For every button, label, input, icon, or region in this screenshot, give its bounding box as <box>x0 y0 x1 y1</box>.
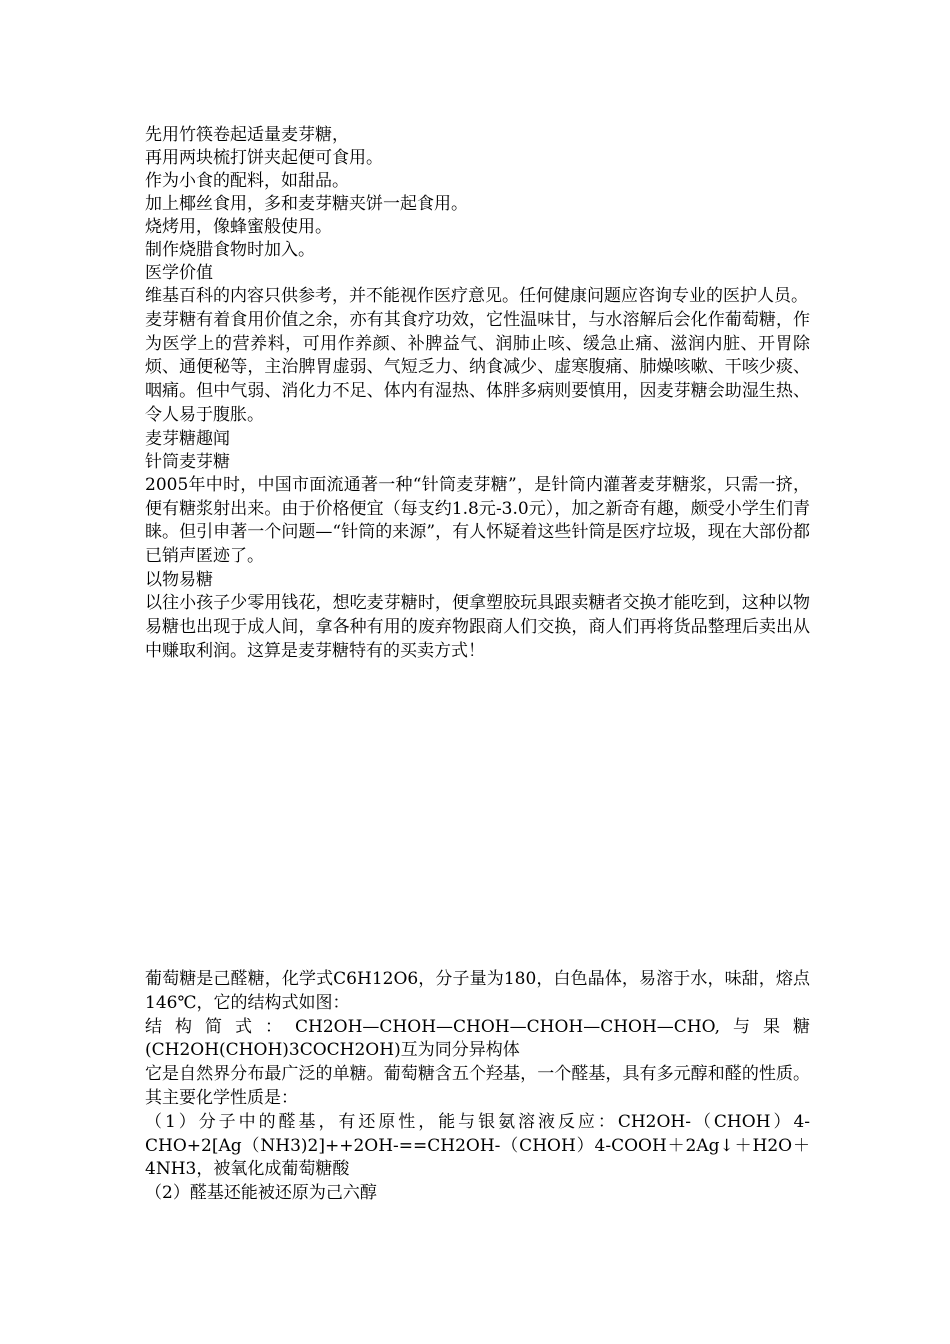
paragraph-syringe-maltose: 2005年中时，中国市面流通著一种“针筒麦芽糖”，是针筒内灌著麦芽糖浆，只需一挤，便有糖浆射出来。由于价格便宜（每支约1.8元-3.0元），加之新奇有趣，颇受小学生们青睐。但引申著一个问题—“针筒的来源”，有人怀疑着这些针筒是医疗垃圾，现在大部份都已销声匿迹了。 <box>145 474 810 567</box>
paragraph-glucose-intro: 葡萄糖是己醛糖，化学式C6H12O6，分子量为180，白色晶体，易溶于水，味甜，熔点146℃，它的结构式如图： <box>145 969 810 1013</box>
glucose-section <box>145 968 810 1205</box>
paragraph-medical: 麦芽糖有着食用价值之余，亦有其食疗功效，它性温味甘，与水溶解后会化作葡萄糖，作为医学上的营养料，可用作养颜、补脾益气、润肺止咳、缓急止痛、滋润内脏、开胃除烦、通便秘等，主治脾胃虚弱、气短乏力、纳食减少、虚寒腹痛、肺燥咳嗽、干咳少痰、咽痛。但中气弱、消化力不足、体内有湿热、体胖多病则要慎用，因麦芽糖会助湿生热、令人易于腹胀。 <box>145 309 810 425</box>
maltose-section <box>145 124 810 663</box>
text-line: 烧烤用，像蜂蜜般使用。 <box>145 217 332 237</box>
heading-medical-value: 医学价值 <box>145 263 213 283</box>
text-line: 加上椰丝食用，多和麦芽糖夹饼一起食用。 <box>145 194 468 214</box>
paragraph-property-1: （1）分子中的醛基，有还原性，能与银氨溶液反应：CH2OH-（CHOH）4-CHO+2[Ag（NH3)2]++2OH-==CH2OH-（CHOH）4-COOH＋2Ag↓＋H2O＋4NH3，被氧化成葡萄糖酸 <box>145 1111 810 1180</box>
paragraph-chemical-properties: 它是自然界分布最广泛的单糖。葡萄糖含五个羟基，一个醛基，具有多元醇和醛的性质。其主要化学性质是： <box>145 1064 810 1108</box>
paragraph-property-2: （2）醛基还能被还原为己六醇 <box>145 1183 377 1204</box>
heading-trivia: 麦芽糖趣闻 <box>145 428 230 449</box>
paragraph-barter: 以往小孩子少零用钱花，想吃麦芽糖时，便拿塑胶玩具跟卖糖者交换才能吃到，这种以物易糖也出现于成人间，拿各种有用的废弃物跟商人们交换，商人们再将货品整理后卖出从中赚取利润。这算是麦芽糖特有的买卖方式！ <box>145 592 810 661</box>
paragraph-disclaimer: 维基百科的内容只供参考，并不能视作医疗意见。任何健康问题应咨询专业的医护人员。 <box>145 286 808 306</box>
heading-syringe-maltose: 针筒麦芽糖 <box>145 451 230 472</box>
paragraph-structure-formula: 结构简式：CH2OH—CHOH—CHOH—CHOH—CHOH—CHO,与果糖(CH2OH(CHOH)3COCH2OH)互为同分异构体 <box>145 1016 810 1061</box>
text-line: 作为小食的配料，如甜品。 <box>145 171 349 191</box>
text-line: 先用竹筷卷起适量麦芽糖， <box>145 125 349 145</box>
text-line: 制作烧腊食物时加入。 <box>145 240 315 260</box>
heading-barter: 以物易糖 <box>145 569 213 590</box>
text-line: 再用两块梳打饼夹起便可食用。 <box>145 148 383 168</box>
